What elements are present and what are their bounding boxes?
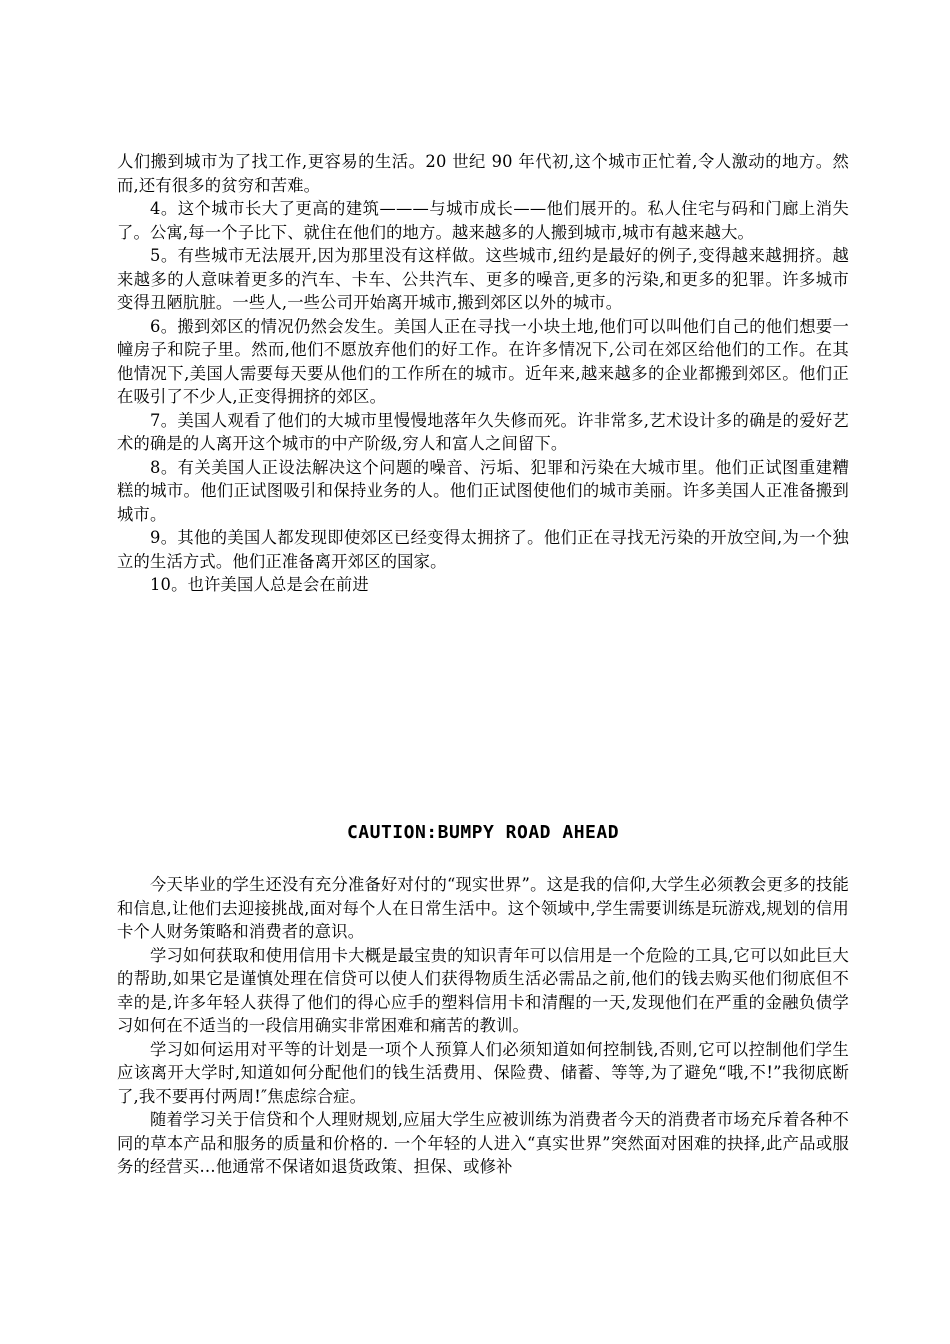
document-section-1: [117, 150, 849, 597]
paragraph: 9。其他的美国人都发现即使郊区已经变得太拥挤了。他们正在寻找无污染的开放空间,为一个独立的生活方式。他们正准备离开郊区的国家。: [117, 528, 849, 571]
paragraph: 随着学习关于信贷和个人理财规划,应届大学生应被训练为消费者今天的消费者市场充斥着各种不同的草本产品和服务的质量和价格的. 一个年轻的人进入“真实世界”突然面对困难的抉择,此产品或服务的经营买…他通常不保诸如退货政策、担保、或修补: [117, 1110, 849, 1176]
paragraph: 人们搬到城市为了找工作,更容易的生活。20 世纪 90 年代初,这个城市正忙着,令人激动的地方。然而,还有很多的贫穷和苦难。: [117, 152, 849, 195]
paragraph: 学习如何运用对平等的计划是一项个人预算人们必须知道如何控制钱,否则,它可以控制他们学生应该离开大学时,知道如何分配他们的钱生活费用、保险费、储蓄、等等,为了避免“哦,不!”我彻底断了,我不要再付两周!″焦虑综合症。: [117, 1039, 849, 1106]
document-section-2: [117, 873, 849, 1179]
section-title: CAUTION:BUMPY ROAD AHEAD: [346, 822, 620, 843]
paragraph: 学习如何获取和使用信用卡大概是最宝贵的知识青年可以信用是一个危险的工具,它可以如此巨大的帮助,如果它是谨慎处理在信贷可以使人们获得物质生活必需品之前,他们的钱去购买他们彻底但不幸的是,许多年轻人获得了他们的得心应手的塑料信用卡和清醒的一天,发现他们在严重的金融负债学习如何在不适当的一段信用确实非常困难和痛苦的教训。: [117, 945, 849, 1035]
paragraph: 4。这个城市长大了更高的建筑———与城市成长——他们展开的。私人住宅与码和门廊上消失了。公寓,每一个子比下、就住在他们的地方。越来越多的人搬到城市,城市有越来越大。: [117, 199, 849, 242]
paragraph: 7。美国人观看了他们的大城市里慢慢地落年久失修而死。许非常多,艺术设计多的确是的爱好艺术的确是的人离开这个城市的中产阶级,穷人和富人之间留下。: [117, 410, 849, 453]
paragraph: 6。搬到郊区的情况仍然会发生。美国人正在寻找一小块土地,他们可以叫他们自己的他们想要一幢房子和院子里。然而,他们不愿放弃他们的好工作。在许多情况下,公司在郊区给他们的工作。在其他情况下,美国人需要每天要从他们的工作所在的城市。近年来,越来越多的企业都搬到郊区。他们正在吸引了不少人,正变得拥挤的郊区。: [117, 316, 849, 406]
paragraph: 今天毕业的学生还没有充分准备好对付的“现实世界”。这是我的信仰,大学生必须教会更多的技能和信息,让他们去迎接挑战,面对每个人在日常生活中。这个领域中,学生需要训练是玩游戏,规划的信用卡个人财务策略和消费者的意识。: [117, 875, 849, 941]
paragraph: 8。有关美国人正设法解决这个问题的噪音、污垢、犯罪和污染在大城市里。他们正试图重建糟糕的城市。他们正试图吸引和保持业务的人。他们正试图使他们的城市美丽。许多美国人正准备搬到城市。: [117, 457, 849, 524]
paragraph: 5。有些城市无法展开,因为那里没有这样做。这些城市,纽约是最好的例子,变得越来越拥挤。越来越多的人意味着更多的汽车、卡车、公共汽车、更多的噪音,更多的污染,和更多的犯罪。许多城市变得丑陋肮脏。一些人,一些公司开始离开城市,搬到郊区以外的城市。: [117, 246, 849, 312]
paragraph: 10。也许美国人总是会在前进: [150, 575, 369, 594]
